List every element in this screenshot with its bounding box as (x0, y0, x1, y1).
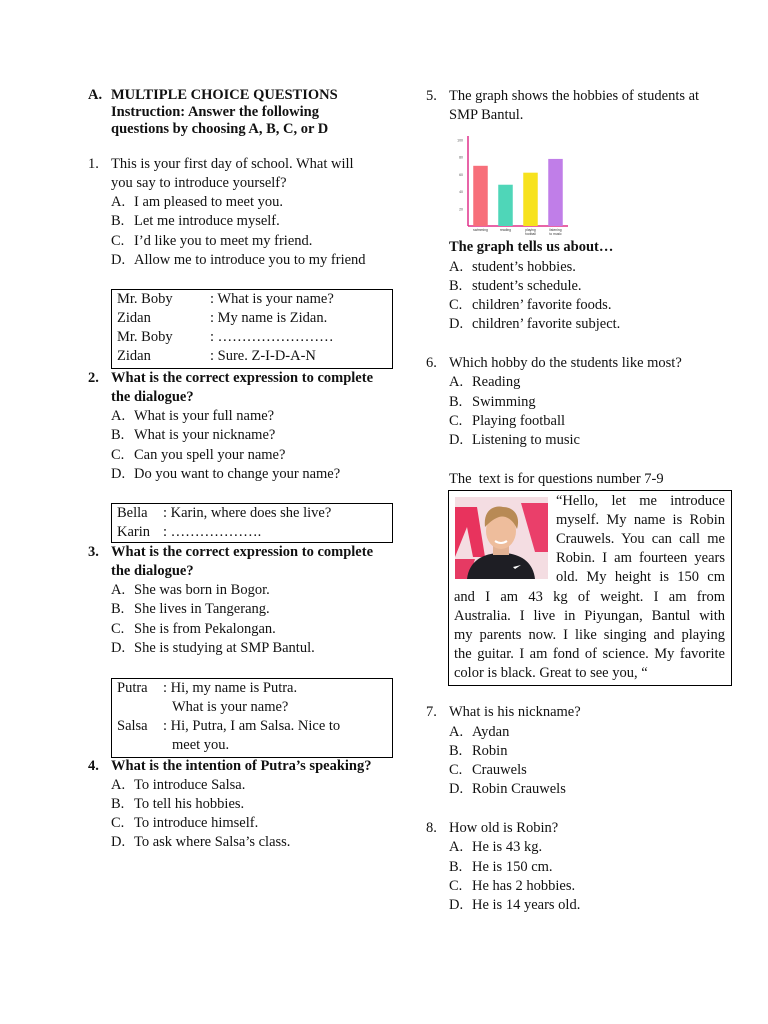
question-text: This is your first day of school. What will (111, 156, 354, 172)
option-text: student’s hobbies. (472, 259, 576, 275)
option-letter: A. (449, 259, 464, 275)
option-letter: D. (449, 432, 464, 448)
option-letter: B. (111, 427, 125, 443)
question-number: 6. (426, 355, 437, 371)
question-number: 4. (88, 758, 99, 774)
option-letter: A. (449, 724, 464, 740)
passage-line: Robin. I am fourteen years (556, 550, 725, 566)
x-tick-label: swimming (473, 228, 488, 232)
question-number: 8. (426, 820, 437, 836)
passage-line: old. My height is 150 cm (556, 569, 725, 585)
instruction-line-2: questions by choosing A, B, C, or D (111, 121, 329, 137)
passage-intro: The text is for questions number 7-9 (449, 471, 664, 487)
dialogue-line: : Hi, Putra, I am Salsa. Nice to (163, 718, 341, 734)
question-number: 2. (88, 370, 99, 386)
option-text: Aydan (472, 724, 510, 740)
option-text: Robin Crauwels (472, 781, 566, 797)
option-text: To introduce himself. (134, 815, 259, 831)
dialogue-speaker: Karin (117, 524, 151, 540)
option-letter: B. (449, 743, 463, 759)
passage-line: myself. My name is Robin (556, 512, 725, 528)
option-letter: A. (111, 408, 126, 424)
y-tick-label: 40 (459, 190, 463, 195)
option-text: Playing football (472, 413, 566, 429)
option-letter: A. (111, 777, 126, 793)
option-letter: B. (111, 601, 125, 617)
dialogue-line: : What is your name? (210, 291, 334, 307)
passage-line: the guitar. I am fond of science. My favorite (454, 646, 725, 662)
option-text: I’d like you to meet my friend. (134, 233, 313, 249)
option-text: I am pleased to meet you. (134, 194, 283, 210)
option-letter: D. (111, 252, 126, 268)
option-text: Allow me to introduce you to my friend (134, 252, 366, 268)
option-letter: C. (449, 762, 463, 778)
dialogue-line: : Sure. Z-I-D-A-N (210, 348, 316, 364)
option-text: children’ favorite subject. (472, 316, 621, 332)
question-text: What is the intention of Putra’s speaking? (111, 758, 372, 774)
question-text: What is his nickname? (449, 704, 581, 720)
question-number: 7. (426, 704, 437, 720)
dialogue-speaker: Salsa (117, 718, 148, 734)
hobby-bar-chart (448, 134, 573, 242)
option-letter: A. (449, 374, 464, 390)
dialogue-line: : Hi, my name is Putra. (163, 680, 298, 696)
question-text: Which hobby do the students like most? (449, 355, 682, 371)
option-letter: C. (449, 297, 463, 313)
option-letter: B. (449, 278, 463, 294)
option-letter: C. (111, 447, 125, 463)
option-letter: A. (111, 582, 126, 598)
dialogue-speaker: Mr. Boby (117, 291, 173, 307)
y-tick-label: 80 (459, 155, 463, 160)
option-letter: C. (449, 878, 463, 894)
option-letter: D. (111, 466, 126, 482)
question-text: the dialogue? (111, 563, 194, 579)
dialogue-speaker: Zidan (117, 348, 151, 364)
passage-line: Australia. I live in Piyungan, Bantul with (454, 608, 725, 624)
passage-line: Crauwels. You can call me (556, 531, 725, 547)
option-letter: B. (449, 859, 463, 875)
y-tick-label: 20 (459, 207, 463, 212)
question-text: SMP Bantul. (449, 107, 524, 123)
option-text: He is 14 years old. (472, 897, 581, 913)
option-letter: B. (111, 796, 125, 812)
option-text: She is from Pekalongan. (134, 621, 276, 637)
option-letter: D. (449, 897, 464, 913)
question-number: 3. (88, 544, 99, 560)
x-tick-label: football (525, 232, 536, 236)
dialogue-speaker: Putra (117, 680, 148, 696)
option-text: To ask where Salsa’s class. (134, 834, 291, 850)
section-letter: A. (88, 87, 103, 103)
option-text: What is your nickname? (134, 427, 276, 443)
y-tick-label: 60 (459, 172, 463, 177)
option-text: Reading (472, 374, 521, 390)
option-text: She lives in Tangerang. (134, 601, 270, 617)
x-tick-label: to music (549, 232, 562, 236)
option-letter: C. (449, 413, 463, 429)
option-letter: B. (111, 213, 125, 229)
dialogue-line: : My name is Zidan. (210, 310, 328, 326)
person-portrait-image (455, 497, 548, 579)
option-letter: C. (111, 621, 125, 637)
option-text: He is 43 kg. (472, 839, 543, 855)
x-tick-label: reading (500, 228, 511, 232)
option-text: children’ favorite foods. (472, 297, 612, 313)
option-letter: C. (111, 233, 125, 249)
dialogue-line: : ………………. (163, 524, 262, 540)
option-text: Do you want to change your name? (134, 466, 341, 482)
option-letter: D. (111, 640, 126, 656)
passage-line: and I am 43 kg of weight. I am from (454, 589, 725, 605)
dialogue-speaker: Bella (117, 505, 148, 521)
option-text: He is 150 cm. (472, 859, 553, 875)
option-text: Swimming (472, 394, 536, 410)
question-text: How old is Robin? (449, 820, 559, 836)
option-text: Crauwels (472, 762, 527, 778)
option-letter: D. (449, 781, 464, 797)
bar (548, 159, 563, 226)
question-text: What is the correct expression to complete (111, 544, 374, 560)
question-prompt: The graph tells us about… (449, 239, 614, 255)
option-letter: B. (449, 394, 463, 410)
bar (498, 185, 513, 226)
passage-line: my parents now. I like singing and playing (454, 627, 725, 643)
option-text: Listening to music (472, 432, 580, 448)
robin-photo (455, 497, 548, 579)
section-title: MULTIPLE CHOICE QUESTIONS (111, 87, 338, 103)
dialogue-line: : …………………… (210, 329, 334, 345)
option-text: student’s schedule. (472, 278, 582, 294)
question-number: 5. (426, 88, 437, 104)
option-text: What is your full name? (134, 408, 275, 424)
option-text: He has 2 hobbies. (472, 878, 576, 894)
option-letter: A. (111, 194, 126, 210)
option-text: To introduce Salsa. (134, 777, 246, 793)
passage-line: color is black. Great to see you, “ (454, 665, 648, 681)
dialogue-speaker: Mr. Boby (117, 329, 173, 345)
option-text: She was born in Bogor. (134, 582, 270, 598)
option-letter: D. (111, 834, 126, 850)
dialogue-line: : Karin, where does she live? (163, 505, 332, 521)
option-text: To tell his hobbies. (134, 796, 245, 812)
option-text: Can you spell your name? (134, 447, 286, 463)
question-text: What is the correct expression to complete (111, 370, 374, 386)
option-text: Let me introduce myself. (134, 213, 280, 229)
option-letter: C. (111, 815, 125, 831)
option-text: She is studying at SMP Bantul. (134, 640, 315, 656)
question-text: you say to introduce yourself? (111, 175, 287, 191)
question-text: the dialogue? (111, 389, 194, 405)
y-tick-label: 100 (457, 138, 463, 143)
question-text: The graph shows the hobbies of students at (449, 88, 700, 104)
x-tick-label: playing (525, 228, 536, 232)
option-text: Robin (472, 743, 508, 759)
passage-line: “Hello, let me introduce (556, 493, 725, 509)
instruction-line-1: Instruction: Answer the following (111, 104, 319, 120)
x-tick-label: listening (549, 228, 562, 232)
dialogue-speaker: Zidan (117, 310, 151, 326)
dialogue-line: meet you. (172, 737, 230, 753)
bar (523, 173, 538, 226)
dialogue-line: What is your name? (172, 699, 289, 715)
question-number: 1. (88, 156, 99, 172)
option-letter: A. (449, 839, 464, 855)
bar (473, 166, 488, 226)
option-letter: D. (449, 316, 464, 332)
